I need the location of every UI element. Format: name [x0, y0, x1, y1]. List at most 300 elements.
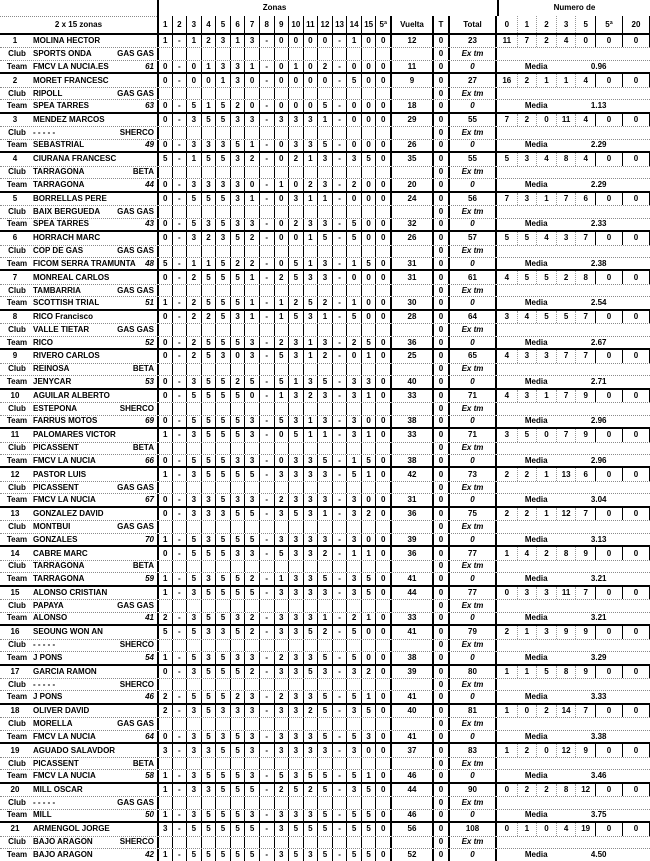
zone-score-lap2: 0 [288, 100, 303, 111]
zone-empty-cell [317, 206, 332, 217]
numero-count: 3 [504, 312, 510, 322]
zone-score-lap1: 5 [201, 153, 216, 165]
rider-name: CABRE MARC [33, 548, 88, 558]
team-name-cell [30, 100, 157, 111]
ex-tm-label: Ex tm [448, 167, 497, 178]
zone-empty-cell [157, 600, 172, 611]
club-name: - - - - - [33, 679, 56, 689]
t-value: 0 [432, 561, 448, 572]
zone-score-lap1: 0 [361, 232, 376, 244]
zone-score-lap1: 2 [201, 35, 216, 47]
t-value: 0 [432, 770, 448, 781]
brand-name: BETA [132, 758, 154, 768]
t-value: 0 [432, 705, 448, 717]
numero-count: 0 [622, 193, 650, 205]
zone-empty-cell [303, 521, 318, 532]
zone-score-lap1: - [332, 153, 347, 165]
zone-score-lap2: 3 [201, 219, 216, 230]
zone-score-lap1: 2 [361, 666, 376, 678]
numero-count: 0 [622, 114, 650, 126]
vuelta-empty-cell [390, 167, 432, 178]
media-value: 2.71 [590, 376, 607, 386]
zone-score-lap1: 3 [346, 744, 361, 756]
zone-score-lap1: 0 [375, 271, 390, 283]
brand-name: GAS GAS [117, 325, 154, 335]
zone-score-lap2: 0 [157, 494, 172, 505]
zone-empty-cell [230, 482, 245, 493]
team-total-zero: 0 [448, 416, 497, 427]
zone-score-lap2: 0 [361, 100, 376, 111]
club-name-cell [30, 167, 157, 178]
zone-score-lap2: 1 [303, 416, 318, 427]
club-label: Club [8, 167, 26, 177]
zone-empty-cell [244, 127, 259, 138]
zone-score-lap1: - [172, 271, 187, 283]
total-value: 80 [448, 666, 497, 678]
zone-score-lap1: 3 [288, 193, 303, 205]
zone-score-lap1: - [332, 114, 347, 126]
zone-score-lap2: 0 [244, 179, 259, 190]
zone-score-lap2: - [259, 297, 274, 308]
numero-count: 2 [504, 469, 510, 479]
zone-score-lap2: 3 [303, 140, 318, 151]
vuelta-2-value: 52 [390, 849, 432, 860]
t-value: 0 [432, 114, 448, 126]
zone-score-lap1: 3 [186, 784, 201, 796]
numero-count: 9 [575, 547, 595, 559]
media-label: Media [524, 495, 548, 505]
t-value: 0 [432, 258, 448, 269]
club-row [0, 363, 650, 375]
zone-empty-cell [186, 285, 201, 296]
vuelta-1-value: 9 [390, 74, 432, 86]
zone-score-lap2: 0 [375, 376, 390, 387]
zone-score-lap1: - [259, 823, 274, 835]
rider-number: 61 [145, 61, 154, 71]
t-value: 0 [432, 482, 448, 493]
zone-empty-cell [186, 127, 201, 138]
numero-count: 0 [595, 35, 622, 47]
club-label: Club [8, 482, 26, 492]
zone-score-lap1: 3 [274, 744, 289, 756]
header-zone-col: 1 [157, 16, 172, 33]
zone-score-lap1: 0 [375, 705, 390, 717]
zone-empty-cell [230, 364, 245, 375]
vuelta-1-value: 36 [390, 547, 432, 559]
header-zone-col: 15 [361, 16, 376, 33]
rider-block [0, 151, 650, 190]
zone-score-lap2: 5 [317, 455, 332, 466]
zone-score-lap1: - [259, 114, 274, 126]
total-value: 56 [448, 193, 497, 205]
zone-score-lap1: 0 [361, 744, 376, 756]
zone-empty-cell [288, 48, 303, 59]
total-value: 73 [448, 468, 497, 480]
zone-score-lap2: 3 [317, 494, 332, 505]
zone-score-lap2: - [332, 810, 347, 821]
zone-empty-cell [288, 482, 303, 493]
numero-count: 0 [595, 547, 622, 559]
zone-empty-cell [375, 561, 390, 572]
header-zone-col: 6 [230, 16, 245, 33]
vuelta-1-value: 36 [390, 508, 432, 520]
zone-score-lap1: 5 [244, 587, 259, 599]
vuelta-2-value: 20 [390, 179, 432, 190]
zone-score-lap1: 3 [186, 114, 201, 126]
zone-score-lap2: 0 [375, 652, 390, 663]
team-row [0, 730, 650, 742]
numero-count: 9 [575, 429, 595, 441]
zone-empty-cell [259, 127, 274, 138]
zone-empty-cell [230, 679, 245, 690]
numero-count: 2 [517, 784, 537, 796]
zone-empty-cell [259, 600, 274, 611]
t-value: 0 [432, 35, 448, 47]
vuelta-empty-cell [390, 127, 432, 138]
zone-score-lap1: 1 [157, 784, 172, 796]
club-name: BAJO ARAGON [33, 837, 93, 847]
t-value: 0 [432, 640, 448, 651]
numero-count: 14 [556, 705, 576, 717]
zone-score-lap2: 5 [230, 416, 245, 427]
zone-score-lap2: 5 [317, 731, 332, 742]
zone-score-lap2: 3 [288, 416, 303, 427]
club-name-cell [30, 246, 157, 257]
numero-count: 7 [556, 350, 576, 362]
zone-score-lap2: 0 [361, 179, 376, 190]
zone-score-lap1: 5 [361, 587, 376, 599]
zone-empty-cell [274, 679, 289, 690]
club-row [0, 166, 650, 178]
zone-score-lap1: 3 [230, 311, 245, 323]
t-value: 0 [432, 285, 448, 296]
zone-score-lap1: 1 [230, 35, 245, 47]
numero-count: 0 [622, 547, 650, 559]
brand-name: GAS GAS [117, 49, 154, 59]
vuelta-2-value: 26 [390, 140, 432, 151]
vuelta-2-value: 46 [390, 770, 432, 781]
total-value: 61 [448, 271, 497, 283]
rider-row [0, 350, 650, 362]
vuelta-2-value: 41 [390, 573, 432, 584]
zone-score-lap2: 5 [201, 455, 216, 466]
numero-count: 8 [556, 153, 576, 165]
zone-score-lap1: 3 [274, 114, 289, 126]
rider-block [0, 427, 650, 466]
zone-score-lap1: - [172, 626, 187, 638]
zone-score-lap1: 1 [157, 587, 172, 599]
zone-score-lap1: - [172, 429, 187, 441]
zone-score-lap1: - [259, 744, 274, 756]
zone-empty-cell [186, 640, 201, 651]
numero-count: 0 [536, 744, 556, 756]
zone-empty-cell [215, 837, 230, 848]
zone-empty-cell [244, 285, 259, 296]
zone-score-lap1: 3 [274, 468, 289, 480]
zone-empty-cell [274, 167, 289, 178]
t-value: 0 [432, 494, 448, 505]
zone-score-lap1: - [332, 666, 347, 678]
zone-score-lap2: 0 [157, 219, 172, 230]
zone-score-lap1: 5 [201, 193, 216, 205]
zone-score-lap2: 2 [244, 573, 259, 584]
numero-count: 7 [556, 390, 576, 402]
media-label: Media [524, 849, 548, 859]
zone-score-lap2: 3 [317, 337, 332, 348]
club-name-cell [30, 48, 157, 59]
zone-empty-cell [172, 246, 187, 257]
zone-score-lap1: - [332, 429, 347, 441]
zone-score-lap1: - [172, 508, 187, 520]
zone-score-lap1: 5 [186, 193, 201, 205]
vuelta-empty-cell [390, 837, 432, 848]
zone-score-lap2: 3 [288, 337, 303, 348]
zone-empty-cell [361, 127, 376, 138]
zone-score-lap1: 2 [303, 705, 318, 717]
zone-empty-cell [259, 679, 274, 690]
zone-score-lap2: 3 [244, 731, 259, 742]
numero-count: 5 [504, 233, 510, 243]
zone-score-lap2: 1 [157, 534, 172, 545]
club-row [0, 47, 650, 59]
zone-empty-cell [157, 482, 172, 493]
media-label: Media [524, 376, 548, 386]
zone-score-lap2: 0 [375, 573, 390, 584]
vuelta-empty-cell [390, 443, 432, 454]
zone-score-lap1: 5 [215, 587, 230, 599]
zone-empty-cell [346, 403, 361, 414]
zone-empty-cell [375, 364, 390, 375]
zone-score-lap2: 3 [303, 810, 318, 821]
t-value: 0 [432, 416, 448, 427]
zone-empty-cell [274, 88, 289, 99]
zone-score-lap1: 1 [317, 311, 332, 323]
club-row [0, 402, 650, 414]
vuelta-empty-cell [390, 364, 432, 375]
team-row [0, 848, 650, 860]
numero-count: 3 [536, 587, 556, 599]
zone-score-lap2: - [259, 849, 274, 860]
club-row [0, 205, 650, 217]
rider-row [0, 666, 650, 678]
t-value: 0 [432, 390, 448, 402]
zone-score-lap1: 0 [375, 193, 390, 205]
club-name: PICASSENT [33, 482, 79, 492]
zone-score-lap2: 3 [274, 534, 289, 545]
zone-empty-cell [215, 88, 230, 99]
zone-score-lap2: 3 [244, 337, 259, 348]
zone-empty-cell [317, 127, 332, 138]
zone-score-lap2: 0 [375, 731, 390, 742]
zone-score-lap2: 3 [288, 652, 303, 663]
zone-score-lap1: 2 [244, 232, 259, 244]
zone-score-lap2: 5 [346, 731, 361, 742]
club-row [0, 284, 650, 296]
zone-score-lap1: - [259, 587, 274, 599]
t-value: 0 [432, 140, 448, 151]
zone-score-lap1: 1 [317, 508, 332, 520]
zone-empty-cell [346, 600, 361, 611]
vuelta-2-value: 33 [390, 613, 432, 624]
zone-score-lap2: 5 [186, 849, 201, 860]
zone-score-lap2: 3 [230, 219, 245, 230]
t-value: 0 [432, 193, 448, 205]
zone-score-lap1: 5 [230, 271, 245, 283]
zone-empty-cell [375, 88, 390, 99]
rider-row [0, 311, 650, 323]
zone-empty-cell [303, 758, 318, 769]
zone-score-lap2: 0 [157, 416, 172, 427]
zone-empty-cell [201, 837, 216, 848]
zone-score-lap2: 5 [288, 258, 303, 269]
zone-score-lap2: 3 [288, 731, 303, 742]
zone-empty-cell [157, 443, 172, 454]
zone-score-lap1: - [172, 784, 187, 796]
sheet-title: 2 x 15 zonas [0, 16, 157, 33]
media-tail-cell [622, 416, 650, 427]
zone-empty-cell [259, 403, 274, 414]
numero-group-title: Numero de [497, 0, 650, 16]
zone-score-lap1: 5 [186, 390, 201, 402]
rider-name-cell [30, 114, 157, 126]
club-label: Club [8, 403, 26, 413]
numero-count: 0 [595, 193, 622, 205]
rider-name-cell [30, 587, 157, 599]
club-label: Club [8, 88, 26, 98]
vuelta-2-value: 39 [390, 534, 432, 545]
zone-score-lap1: - [259, 626, 274, 638]
zone-score-lap1: 3 [274, 666, 289, 678]
t-value: 0 [432, 849, 448, 860]
zone-score-lap2: 2 [317, 297, 332, 308]
vuelta-empty-cell [390, 246, 432, 257]
zone-empty-cell [317, 718, 332, 729]
media-tail-cell [622, 534, 650, 545]
t-value: 0 [432, 88, 448, 99]
zone-empty-cell [332, 88, 347, 99]
zone-score-lap1: 0 [375, 823, 390, 835]
t-value: 0 [432, 652, 448, 663]
zone-score-lap2: 3 [186, 613, 201, 624]
media-tail-cell [622, 810, 650, 821]
club-row [0, 481, 650, 493]
numero-empty-cell [497, 364, 650, 375]
zone-score-lap2: 3 [201, 652, 216, 663]
zone-score-lap1: 3 [303, 744, 318, 756]
team-label: Team [6, 455, 28, 465]
zone-score-lap1: 3 [215, 705, 230, 717]
zone-score-lap2: 5 [201, 849, 216, 860]
numero-count: 4 [536, 232, 556, 244]
zone-score-lap1: 5 [215, 193, 230, 205]
zone-score-lap2: 3 [201, 140, 216, 151]
team-total-zero: 0 [448, 770, 497, 781]
zone-score-lap1: 1 [157, 35, 172, 47]
zone-score-lap2: 5 [244, 376, 259, 387]
team-row [0, 454, 650, 466]
zone-score-lap2: 0 [157, 140, 172, 151]
numero-count: 0 [536, 114, 556, 126]
numero-count: 0 [622, 784, 650, 796]
media-label: Media [524, 573, 548, 583]
zone-score-lap1: 5 [361, 705, 376, 717]
zone-empty-cell [244, 482, 259, 493]
zone-score-lap1: 2 [201, 232, 216, 244]
zone-score-lap1: 3 [317, 744, 332, 756]
zone-score-lap1: 3 [303, 311, 318, 323]
zone-score-lap1: - [259, 350, 274, 362]
brand-name: GAS GAS [117, 246, 154, 256]
numero-count: 5 [517, 232, 537, 244]
zone-score-lap2: 3 [274, 613, 289, 624]
zone-score-lap1: - [259, 193, 274, 205]
brand-name: GAS GAS [117, 719, 154, 729]
numero-count: 7 [575, 232, 595, 244]
club-name: RIPOLL [33, 88, 63, 98]
media-tail-cell [622, 337, 650, 348]
zone-empty-cell [201, 167, 216, 178]
zone-score-lap1: 1 [274, 390, 289, 402]
media-value: 3.04 [590, 495, 607, 505]
t-value: 0 [432, 179, 448, 190]
team-name-cell [30, 61, 157, 72]
zone-score-lap2: 5 [317, 849, 332, 860]
t-value: 0 [432, 127, 448, 138]
media-tail-cell [622, 455, 650, 466]
zone-score-lap1: 1 [303, 232, 318, 244]
media-value: 2.54 [590, 298, 607, 308]
club-row [0, 757, 650, 769]
zone-empty-cell [244, 600, 259, 611]
club-name-cell [30, 640, 157, 651]
zone-score-lap2: - [259, 219, 274, 230]
club-label: Club [8, 246, 26, 256]
zone-score-lap2: 3 [303, 731, 318, 742]
media-tail-cell [622, 691, 650, 702]
numero-count: 0 [595, 271, 622, 283]
numero-count: 4 [575, 153, 595, 165]
zone-score-lap1: - [332, 626, 347, 638]
zone-empty-cell [303, 403, 318, 414]
zone-score-lap1: 5 [288, 508, 303, 520]
zone-score-lap1: 3 [244, 114, 259, 126]
zone-empty-cell [201, 718, 216, 729]
team-total-zero: 0 [448, 297, 497, 308]
zone-score-lap1: 5 [186, 626, 201, 638]
t-value: 0 [432, 74, 448, 86]
zone-score-lap1: - [172, 350, 187, 362]
zone-empty-cell [361, 443, 376, 454]
zone-empty-cell [215, 443, 230, 454]
zone-score-lap2: 1 [361, 691, 376, 702]
club-name-cell [30, 561, 157, 572]
zone-empty-cell [172, 521, 187, 532]
club-label: Club [8, 561, 26, 571]
zone-empty-cell [259, 718, 274, 729]
numero-count: 2 [536, 784, 556, 796]
club-name-cell [30, 324, 157, 335]
zone-score-lap1: 5 [230, 587, 245, 599]
zone-score-lap1: - [332, 35, 347, 47]
zone-score-lap2: 5 [215, 573, 230, 584]
zone-empty-cell [332, 561, 347, 572]
rider-row [0, 823, 650, 835]
rider-position: 9 [12, 351, 18, 361]
numero-count: 0 [622, 350, 650, 362]
zone-score-lap2: 1 [201, 258, 216, 269]
club-name: MONTBUI [33, 522, 71, 532]
zone-empty-cell [244, 561, 259, 572]
